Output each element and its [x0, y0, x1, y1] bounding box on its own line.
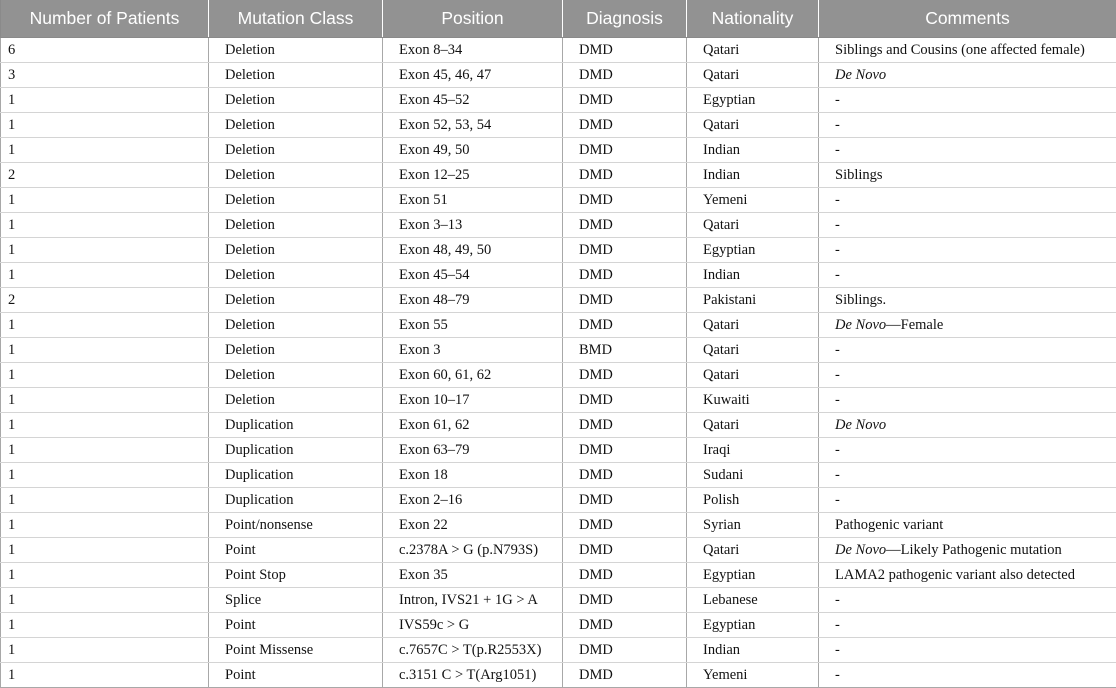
- comment-text: -: [835, 442, 840, 458]
- mutation-class-cell: Deletion: [209, 38, 383, 63]
- patients-cell: 1: [1, 338, 209, 363]
- table-row: [1, 663, 1116, 688]
- table-row: [1, 338, 1116, 363]
- mutation-class-cell: Point/nonsense: [209, 513, 383, 538]
- mutation-class-cell: Deletion: [209, 63, 383, 88]
- patients-cell: 1: [1, 638, 209, 663]
- comments-cell: [819, 213, 1116, 238]
- position-cell: Exon 3: [383, 338, 563, 363]
- comment-text: -: [835, 342, 840, 358]
- nationality-cell: Qatari: [687, 338, 819, 363]
- comments-cell: [819, 38, 1116, 63]
- comment-text: -: [835, 267, 840, 283]
- table-row: [1, 88, 1116, 113]
- position-cell: Exon 60, 61, 62: [383, 363, 563, 388]
- mutation-class-cell: Duplication: [209, 413, 383, 438]
- diagnosis-cell: DMD: [563, 313, 687, 338]
- position-cell: Exon 45–54: [383, 263, 563, 288]
- table-row: [1, 413, 1116, 438]
- position-cell: Exon 12–25: [383, 163, 563, 188]
- position-cell: Exon 45–52: [383, 88, 563, 113]
- patients-cell: 1: [1, 563, 209, 588]
- patients-cell: 1: [1, 538, 209, 563]
- table-row: [1, 138, 1116, 163]
- table-row: [1, 263, 1116, 288]
- mutation-class-cell: Deletion: [209, 113, 383, 138]
- diagnosis-cell: DMD: [563, 563, 687, 588]
- diagnosis-cell: DMD: [563, 613, 687, 638]
- comments-cell: [819, 463, 1116, 488]
- patients-cell: 1: [1, 488, 209, 513]
- nationality-cell: Lebanese: [687, 588, 819, 613]
- position-cell: Exon 52, 53, 54: [383, 113, 563, 138]
- diagnosis-cell: DMD: [563, 163, 687, 188]
- comment-text: -: [835, 242, 840, 258]
- nationality-cell: Indian: [687, 138, 819, 163]
- table-row: [1, 638, 1116, 663]
- comment-text: -: [835, 617, 840, 633]
- comments-cell: [819, 588, 1116, 613]
- comment-text: -: [835, 392, 840, 408]
- nationality-cell: Yemeni: [687, 188, 819, 213]
- position-cell: c.3151 C > T(Arg1051): [383, 663, 563, 688]
- table-row: [1, 213, 1116, 238]
- table-row: [1, 38, 1116, 63]
- diagnosis-cell: DMD: [563, 263, 687, 288]
- diagnosis-cell: DMD: [563, 588, 687, 613]
- table-row: [1, 463, 1116, 488]
- diagnosis-cell: DMD: [563, 88, 687, 113]
- mutation-class-cell: Deletion: [209, 313, 383, 338]
- nationality-cell: Qatari: [687, 213, 819, 238]
- comments-cell: [819, 488, 1116, 513]
- diagnosis-cell: DMD: [563, 38, 687, 63]
- table-row: [1, 513, 1116, 538]
- comment-text: -: [835, 667, 840, 683]
- comment-italic-text: De Novo: [835, 317, 886, 333]
- mutation-class-cell: Deletion: [209, 263, 383, 288]
- table-row: [1, 538, 1116, 563]
- mutation-class-cell: Duplication: [209, 488, 383, 513]
- comment-text: -: [835, 642, 840, 658]
- table-row: [1, 613, 1116, 638]
- comment-text: LAMA2 pathogenic variant also detected: [835, 567, 1075, 583]
- diagnosis-cell: DMD: [563, 638, 687, 663]
- position-cell: Exon 51: [383, 188, 563, 213]
- comments-cell: [819, 538, 1116, 563]
- patients-cell: 1: [1, 463, 209, 488]
- position-cell: Exon 3–13: [383, 213, 563, 238]
- header-diagnosis: Diagnosis: [563, 0, 687, 38]
- position-cell: Exon 10–17: [383, 388, 563, 413]
- table-row: [1, 113, 1116, 138]
- comments-cell: [819, 313, 1116, 338]
- nationality-cell: Sudani: [687, 463, 819, 488]
- position-cell: Intron, IVS21 + 1G > A: [383, 588, 563, 613]
- comment-text: -: [835, 492, 840, 508]
- comments-cell: [819, 288, 1116, 313]
- table-row: [1, 563, 1116, 588]
- table-row: [1, 163, 1116, 188]
- mutation-class-cell: Deletion: [209, 88, 383, 113]
- position-cell: c.2378A > G (p.N793S): [383, 538, 563, 563]
- diagnosis-cell: BMD: [563, 338, 687, 363]
- mutation-class-cell: Deletion: [209, 363, 383, 388]
- patients-cell: 6: [1, 38, 209, 63]
- mutation-class-cell: Deletion: [209, 163, 383, 188]
- comments-cell: [819, 188, 1116, 213]
- mutation-class-cell: Deletion: [209, 388, 383, 413]
- nationality-cell: Qatari: [687, 363, 819, 388]
- table-row: [1, 63, 1116, 88]
- header-nationality: Nationality: [687, 0, 819, 38]
- nationality-cell: Indian: [687, 638, 819, 663]
- patients-cell: 1: [1, 263, 209, 288]
- position-cell: Exon 55: [383, 313, 563, 338]
- comment-text: -: [835, 592, 840, 608]
- nationality-cell: Qatari: [687, 113, 819, 138]
- table-header: [1, 0, 1116, 38]
- diagnosis-cell: DMD: [563, 288, 687, 313]
- comments-cell: [819, 563, 1116, 588]
- diagnosis-cell: DMD: [563, 138, 687, 163]
- table-row: [1, 288, 1116, 313]
- comments-cell: [819, 613, 1116, 638]
- nationality-cell: Polish: [687, 488, 819, 513]
- header-number-of-patients: Number of Patients: [1, 0, 209, 38]
- table-body: [1, 38, 1116, 688]
- comments-cell: [819, 263, 1116, 288]
- header-mutation-class: Mutation Class: [209, 0, 383, 38]
- mutation-class-cell: Deletion: [209, 188, 383, 213]
- patients-cell: 2: [1, 288, 209, 313]
- patients-cell: 2: [1, 163, 209, 188]
- comments-cell: [819, 238, 1116, 263]
- nationality-cell: Pakistani: [687, 288, 819, 313]
- position-cell: Exon 8–34: [383, 38, 563, 63]
- nationality-cell: Egyptian: [687, 88, 819, 113]
- patients-cell: 1: [1, 238, 209, 263]
- nationality-cell: Egyptian: [687, 238, 819, 263]
- diagnosis-cell: DMD: [563, 488, 687, 513]
- comments-cell: [819, 513, 1116, 538]
- mutation-class-cell: Point Stop: [209, 563, 383, 588]
- comments-cell: [819, 413, 1116, 438]
- mutation-class-cell: Point Missense: [209, 638, 383, 663]
- patients-cell: 1: [1, 613, 209, 638]
- nationality-cell: Indian: [687, 163, 819, 188]
- diagnosis-cell: DMD: [563, 463, 687, 488]
- mutation-class-cell: Deletion: [209, 238, 383, 263]
- position-cell: Exon 2–16: [383, 488, 563, 513]
- comments-cell: [819, 63, 1116, 88]
- nationality-cell: Kuwaiti: [687, 388, 819, 413]
- position-cell: Exon 35: [383, 563, 563, 588]
- position-cell: Exon 18: [383, 463, 563, 488]
- comments-cell: [819, 88, 1116, 113]
- diagnosis-cell: DMD: [563, 188, 687, 213]
- table-row: [1, 588, 1116, 613]
- position-cell: Exon 63–79: [383, 438, 563, 463]
- diagnosis-cell: DMD: [563, 513, 687, 538]
- comment-text: -: [835, 467, 840, 483]
- comments-cell: [819, 638, 1116, 663]
- mutation-class-cell: Deletion: [209, 138, 383, 163]
- patients-cell: 1: [1, 363, 209, 388]
- diagnosis-cell: DMD: [563, 213, 687, 238]
- table-row: [1, 488, 1116, 513]
- header-row: [1, 0, 1116, 38]
- diagnosis-cell: DMD: [563, 238, 687, 263]
- position-cell: Exon 49, 50: [383, 138, 563, 163]
- patients-cell: 1: [1, 438, 209, 463]
- comment-text: Siblings: [835, 167, 883, 183]
- comment-italic-text: De Novo: [835, 67, 886, 83]
- nationality-cell: Qatari: [687, 413, 819, 438]
- patients-cell: 3: [1, 63, 209, 88]
- diagnosis-cell: DMD: [563, 363, 687, 388]
- comments-cell: [819, 138, 1116, 163]
- mutation-class-cell: Deletion: [209, 338, 383, 363]
- diagnosis-cell: DMD: [563, 63, 687, 88]
- comment-text: —Female: [886, 317, 943, 333]
- mutation-class-cell: Duplication: [209, 463, 383, 488]
- diagnosis-cell: DMD: [563, 438, 687, 463]
- comment-text: -: [835, 217, 840, 233]
- table-row: [1, 388, 1116, 413]
- patients-cell: 1: [1, 513, 209, 538]
- patients-cell: 1: [1, 138, 209, 163]
- mutation-class-cell: Splice: [209, 588, 383, 613]
- comment-text: -: [835, 367, 840, 383]
- mutation-class-cell: Point: [209, 663, 383, 688]
- comment-text: Siblings and Cousins (one affected female): [835, 42, 1085, 58]
- patients-cell: 1: [1, 88, 209, 113]
- position-cell: Exon 48, 49, 50: [383, 238, 563, 263]
- position-cell: Exon 45, 46, 47: [383, 63, 563, 88]
- nationality-cell: Egyptian: [687, 613, 819, 638]
- patients-cell: 1: [1, 588, 209, 613]
- nationality-cell: Indian: [687, 263, 819, 288]
- nationality-cell: Yemeni: [687, 663, 819, 688]
- position-cell: Exon 61, 62: [383, 413, 563, 438]
- patients-cell: 1: [1, 388, 209, 413]
- diagnosis-cell: DMD: [563, 388, 687, 413]
- comments-cell: [819, 663, 1116, 688]
- nationality-cell: Syrian: [687, 513, 819, 538]
- comments-cell: [819, 388, 1116, 413]
- comment-italic-text: De Novo: [835, 417, 886, 433]
- nationality-cell: Qatari: [687, 38, 819, 63]
- table-row: [1, 438, 1116, 463]
- comments-cell: [819, 438, 1116, 463]
- comments-cell: [819, 363, 1116, 388]
- diagnosis-cell: DMD: [563, 663, 687, 688]
- nationality-cell: Qatari: [687, 63, 819, 88]
- mutation-class-cell: Point: [209, 613, 383, 638]
- nationality-cell: Egyptian: [687, 563, 819, 588]
- mutation-class-cell: Duplication: [209, 438, 383, 463]
- comments-cell: [819, 163, 1116, 188]
- comment-text: -: [835, 192, 840, 208]
- patients-cell: 1: [1, 413, 209, 438]
- nationality-cell: Qatari: [687, 538, 819, 563]
- comment-text: -: [835, 117, 840, 133]
- nationality-cell: Iraqi: [687, 438, 819, 463]
- comment-italic-text: De Novo: [835, 542, 886, 558]
- diagnosis-cell: DMD: [563, 538, 687, 563]
- mutation-class-cell: Deletion: [209, 288, 383, 313]
- diagnosis-cell: DMD: [563, 413, 687, 438]
- position-cell: Exon 22: [383, 513, 563, 538]
- nationality-cell: Qatari: [687, 313, 819, 338]
- comment-text: Siblings.: [835, 292, 886, 308]
- table-row: [1, 188, 1116, 213]
- table-row: [1, 238, 1116, 263]
- mutation-class-cell: Point: [209, 538, 383, 563]
- table-row: [1, 313, 1116, 338]
- position-cell: Exon 48–79: [383, 288, 563, 313]
- comments-cell: [819, 113, 1116, 138]
- mutation-class-cell: Deletion: [209, 213, 383, 238]
- patients-cell: 1: [1, 113, 209, 138]
- comment-text: —Likely Pathogenic mutation: [886, 542, 1062, 558]
- comments-cell: [819, 338, 1116, 363]
- position-cell: c.7657C > T(p.R2553X): [383, 638, 563, 663]
- patients-cell: 1: [1, 213, 209, 238]
- table-row: [1, 363, 1116, 388]
- header-comments: Comments: [819, 0, 1116, 38]
- header-position: Position: [383, 0, 563, 38]
- patients-cell: 1: [1, 188, 209, 213]
- comment-text: -: [835, 92, 840, 108]
- comment-text: Pathogenic variant: [835, 517, 943, 533]
- diagnosis-cell: DMD: [563, 113, 687, 138]
- patients-cell: 1: [1, 313, 209, 338]
- comment-text: -: [835, 142, 840, 158]
- patients-cell: 1: [1, 663, 209, 688]
- position-cell: IVS59c > G: [383, 613, 563, 638]
